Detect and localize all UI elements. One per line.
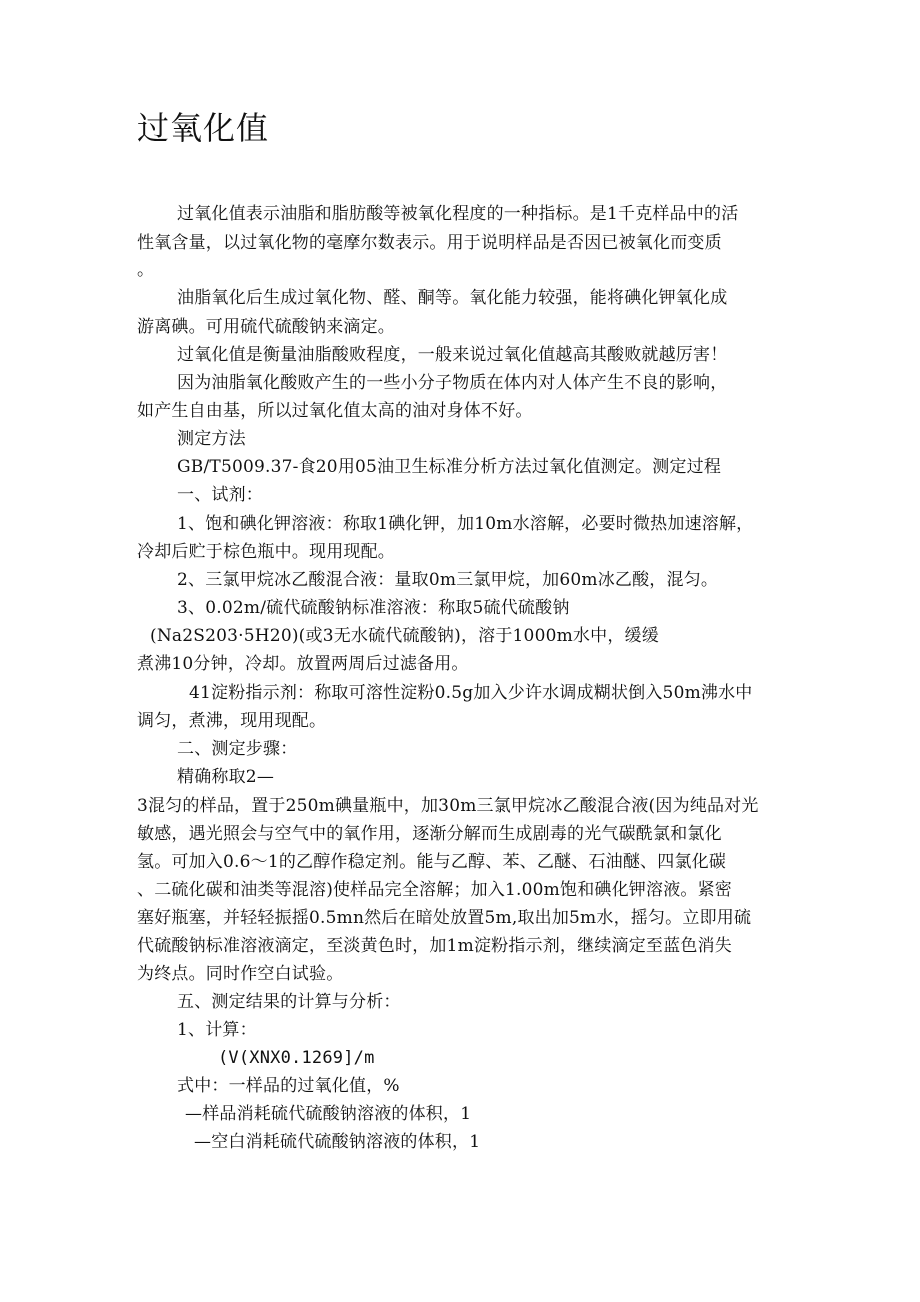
paragraph-line: 调匀，煮沸，现用现配。 — [137, 711, 327, 731]
section-heading: 五、测定结果的计算与分析： — [177, 992, 401, 1012]
paragraph-line: —空白消耗硫代硫酸钠溶液的体积，1 — [194, 1132, 481, 1152]
paragraph-line: 氢。可加入0.6～1的乙醇作稳定剂。能与乙醇、苯、乙醚、石油醚、四氯化碳 — [137, 852, 727, 872]
paragraph-line: 41淀粉指示剂：称取可溶性淀粉0.5g加入少许水调成糊状倒入50m沸水中 — [189, 683, 753, 703]
paragraph-line: (Na2S203·5H20)(或3无水硫代硫酸钠)，溶于1000m水中，缓缓 — [150, 626, 659, 646]
paragraph-line: 塞好瓶塞，并轻轻振摇0.5mn然后在暗处放置5m,取出加5m水，摇匀。立即用硫 — [137, 908, 752, 928]
section-heading: 1、计算： — [177, 1020, 257, 1040]
paragraph-line: 敏感，遇光照会与空气中的氧作用，逐渐分解而生成剧毒的光气碳酰氯和氯化 — [137, 824, 722, 844]
paragraph-line: 油脂氧化后生成过氧化物、醛、酮等。氧化能力较强，能将碘化钾氧化成 — [177, 288, 728, 308]
paragraph-line: 1、饱和碘化钾溶液：称取1碘化钾，加10m水溶解，必要时微热加速溶解， — [177, 514, 754, 534]
section-heading: 二、测定步骤： — [177, 739, 298, 759]
paragraph-line: —样品消耗硫代硫酸钠溶液的体积，1 — [185, 1104, 472, 1124]
paragraph-line: 2、三氯甲烷冰乙酸混合液：量取0m三氯甲烷，加60m冰乙酸，混匀。 — [177, 570, 719, 590]
paragraph-line: 因为油脂氧化酸败产生的一些小分子物质在体内对人体产生不良的影响， — [177, 373, 728, 393]
paragraph-line: 精确称取2— — [177, 767, 275, 787]
paragraph-line: 为终点。同时作空白试验。 — [137, 964, 344, 984]
paragraph-line: 过氧化值表示油脂和脂肪酸等被氧化程度的一种指标。是1千克样品中的活 — [177, 204, 739, 224]
paragraph-line: 3混匀的样品，置于250m碘量瓶中，加30m三氯甲烷冰乙酸混合液(因为纯品对光 — [137, 796, 759, 816]
section-heading: 测定方法 — [177, 429, 246, 449]
paragraph-line: 冷却后贮于棕色瓶中。现用现配。 — [137, 542, 395, 562]
formula: (V(XNX0.1269]/m — [218, 1048, 375, 1068]
paragraph-line: 。 — [137, 260, 155, 280]
paragraph-line: 式中：一样品的过氧化值，% — [177, 1076, 400, 1096]
paragraph-line: 过氧化值是衡量油脂酸败程度，一般来说过氧化值越高其酸败就越厉害！ — [177, 345, 728, 365]
paragraph-line: 性氧含量，以过氧化物的毫摩尔数表示。用于说明样品是否因已被氧化而变质 — [137, 233, 722, 253]
paragraph-line: GB/T5009.37-食20用05油卫生标准分析方法过氧化值测定。测定过程 — [177, 457, 722, 477]
section-heading: 一、试剂： — [177, 485, 263, 505]
paragraph-line: 、二硫化碳和油类等混溶)使样品完全溶解；加入1.00m饱和碘化钾溶液。紧密 — [137, 880, 733, 900]
paragraph-line: 煮沸10分钟，冷却。放置两周后过滤备用。 — [137, 654, 469, 674]
paragraph-line: 游离碘。可用硫代硫酸钠来滴定。 — [137, 317, 395, 337]
paragraph-line: 如产生自由基，所以过氧化值太高的油对身体不好。 — [137, 401, 533, 421]
paragraph-line: 代硫酸钠标准溶液滴定，至淡黄色时，加1m淀粉指示剂，继续滴定至蓝色消失 — [137, 936, 732, 956]
document-title: 过氧化值 — [137, 109, 270, 147]
paragraph-line: 3、0.02m/硫代硫酸钠标准溶液：称取5硫代硫酸钠 — [177, 598, 570, 618]
